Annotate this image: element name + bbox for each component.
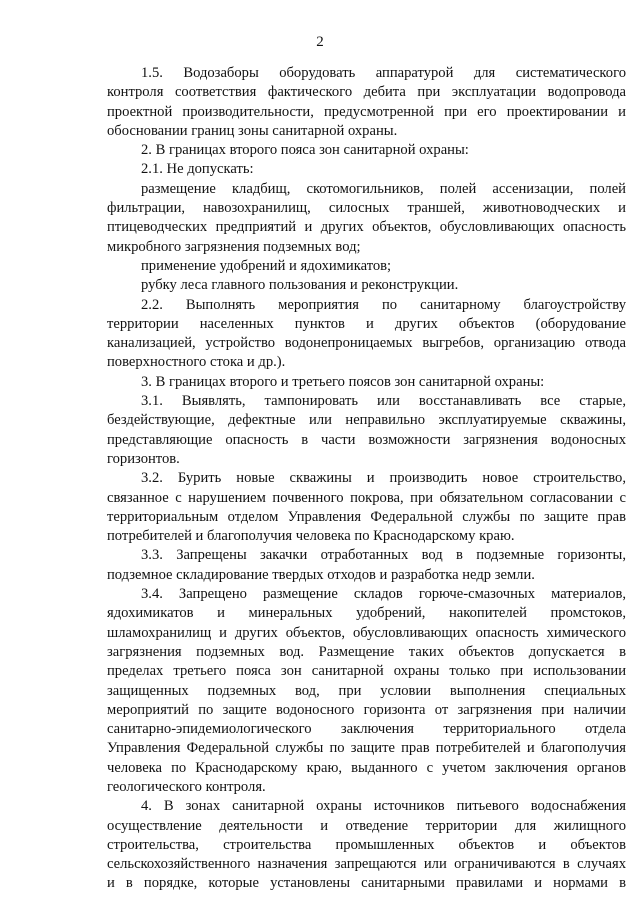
text-line: потребителей и благополучия человека по Краснодарскому краю.	[107, 528, 515, 545]
text-line: контроля соответствия фактического дебита при эксплуатации водопровода	[107, 84, 626, 101]
text-line: связанное с нарушением почвенного покрова, при обязательном согласовании с	[107, 489, 626, 506]
text-line: человека по Краснодарскому краю, выданного с учетом заключения органов	[107, 759, 626, 776]
text-line: 2. В границах второго пояса зон санитарной охраны:	[141, 142, 469, 159]
text-line: территориальным отделом Управления Федеральной службы по защите прав	[107, 508, 626, 525]
text-line: строительства, строительства промышленных объектов и объектов	[107, 836, 626, 853]
text-line: защищенных подземных вод, при условии выполнения специальных	[107, 682, 626, 699]
text-line: проектной производительности, предусмотренной при его проектировании и	[107, 103, 626, 120]
text-line: канализацией, устройство водонепроницаемых выгребов, организацию отвода	[107, 335, 626, 352]
text-line: фильтрации, навозохранилищ, силосных траншей, животноводческих и	[107, 200, 626, 217]
text-line: рубку леса главного пользования и реконструкции.	[141, 277, 459, 294]
text-line: 4. В зонах санитарной охраны источников питьевого водоснабжения	[141, 798, 626, 815]
text-line: поверхностного стока и др.).	[107, 354, 286, 371]
text-line: сельскохозяйственного назначения запрещаются или ограничиваются в случаях	[107, 856, 626, 873]
text-line: 1.5. Водозаборы оборудовать аппаратурой для систематического	[141, 65, 626, 81]
text-line: территории населенных пунктов и других объектов (оборудование	[107, 315, 626, 332]
text-line: птицеводческих предприятий и других объектов, обусловливающих опасность	[107, 219, 626, 236]
text-line: Управления Федеральной службы по защите прав потребителей и благополучия	[107, 740, 626, 757]
text-line: микробного загрязнения подземных вод;	[107, 238, 361, 255]
text-line: подземное складирование твердых отходов и разработка недр земли.	[107, 566, 535, 583]
text-line: 3.4. Запрещено размещение складов горюче-смазочных материалов,	[141, 586, 626, 603]
text-line: ядохимикатов и минеральных удобрений, накопителей промстоков,	[107, 605, 626, 622]
page-number: 2	[316, 34, 324, 50]
text-line: размещение кладбищ, скотомогильников, полей ассенизации, полей	[141, 180, 626, 197]
text-line: обосновании границ зоны санитарной охраны.	[107, 122, 398, 139]
text-line: пределах третьего пояса зон санитарной охраны только при использовании	[107, 663, 626, 680]
text-line: представляющие опасность в части возможности загрязнения водоносных	[107, 431, 626, 448]
text-line: 3.3. Запрещены закачки отработанных вод в подземные горизонты,	[141, 547, 626, 564]
text-line: бездействующие, дефектные или неправильно эксплуатируемые скважины,	[107, 412, 626, 429]
text-line: загрязнения подземных вод. Размещение таких объектов допускается в	[107, 643, 626, 660]
text-line: санитарно-эпидемиологического заключения территориального отдела	[107, 721, 626, 738]
text-line: 2.1. Не допускать:	[141, 161, 254, 178]
text-line: горизонтов.	[107, 450, 180, 467]
text-line: применение удобрений и ядохимикатов;	[141, 257, 392, 274]
document-body	[107, 64, 626, 894]
text-line: шламохранилищ и других объектов, обусловливающих опасность химического	[107, 624, 626, 641]
text-line: 2.2. Выполнять мероприятия по санитарному благоустройству	[141, 296, 626, 313]
text-line: мероприятий по защите водоносного горизонта от загрязнения при наличии	[107, 701, 626, 718]
text-line: осуществление деятельности и отведение территории для жилищного	[107, 817, 626, 834]
text-line: 3.1. Выявлять, тампонировать или восстанавливать все старые,	[141, 393, 626, 410]
text-line: 3.2. Бурить новые скважины и производить новое строительство,	[141, 470, 626, 487]
text-line: 3. В границах второго и третьего поясов зон санитарной охраны:	[141, 373, 545, 390]
text-line: геологического контроля.	[107, 778, 266, 795]
text-line: и в порядке, которые установлены санитарными правилами и нормами в	[107, 875, 626, 892]
